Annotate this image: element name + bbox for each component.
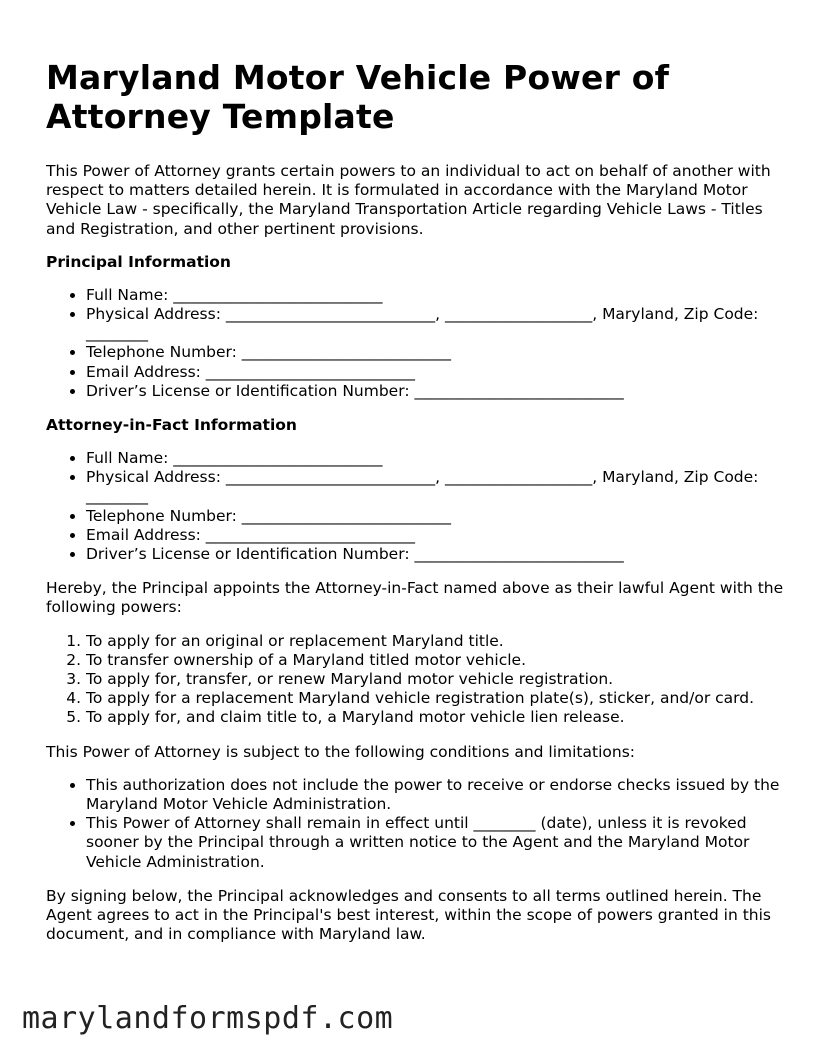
attorney-physical-address: • Physical Address: ___________________________, ___________________, Maryland, Zip Code: ________ xyxy=(86,468,786,506)
document-title: Maryland Motor Vehicle Power of Attorney Template xyxy=(46,58,670,136)
principal-physical-address: • Physical Address: ___________________________, ___________________, Maryland, Zip Code: ________ xyxy=(86,305,786,343)
footer-watermark: marylandformspdf.com xyxy=(22,1001,394,1036)
conditions-intro: This Power of Attorney is subject to the following conditions and limitations: xyxy=(46,742,635,761)
attorney-full-name: • Full Name: ___________________________ xyxy=(86,449,786,468)
conditions-list xyxy=(46,776,786,872)
attorney-license: • Driver’s License or Identification Number: ___________________________ xyxy=(86,545,786,564)
power-item: 1. To apply for an original or replacement Maryland title. xyxy=(86,632,786,651)
principal-heading: Principal Information xyxy=(46,252,231,271)
principal-license: • Driver’s License or Identification Number: ___________________________ xyxy=(86,382,786,401)
attorney-fields-list xyxy=(46,449,786,564)
closing-paragraph: By signing below, the Principal acknowledges and consents to all terms outlined herein. The Agent agrees to act in the Principal's best interest, within the scope of powers granted in this document, and in compliance with Maryland law. xyxy=(46,886,771,944)
document-page xyxy=(46,58,786,959)
appointment-paragraph: Hereby, the Principal appoints the Attorney-in-Fact named above as their lawful Agent with the following powers: xyxy=(46,579,784,617)
power-item: 3. To apply for, transfer, or renew Maryland motor vehicle registration. xyxy=(86,670,786,689)
principal-fields-list xyxy=(46,286,786,401)
principal-email: • Email Address: ___________________________ xyxy=(86,363,786,382)
attorney-heading: Attorney-in-Fact Information xyxy=(46,416,297,435)
attorney-telephone: • Telephone Number: ___________________________ xyxy=(86,507,786,526)
power-item: 5. To apply for, and claim title to, a Maryland motor vehicle lien release. xyxy=(86,708,786,727)
condition-item: • This authorization does not include the power to receive or endorse checks issued by the Maryland Motor Vehicle Administration. xyxy=(86,776,786,814)
power-item: 2. To transfer ownership of a Maryland titled motor vehicle. xyxy=(86,651,786,670)
attorney-email: • Email Address: ___________________________ xyxy=(86,526,786,545)
condition-item: • This Power of Attorney shall remain in effect until ________ (date), unless it is revoked sooner by the Principal through a written notice to the Agent and the Maryland Motor Vehicle Administration. xyxy=(86,814,786,872)
intro-paragraph: This Power of Attorney grants certain powers to an individual to act on behalf of another with respect to matters detailed herein. It is formulated in accordance with the Maryland Motor Vehicle Law - specifically, the Maryland Transportation Article regarding Vehicle Laws - Titles and Registration, and other pertinent provisions. xyxy=(46,162,771,238)
power-item: 4. To apply for a replacement Maryland vehicle registration plate(s), sticker, and/or card. xyxy=(86,689,786,708)
principal-full-name: • Full Name: ___________________________ xyxy=(86,286,786,305)
powers-list xyxy=(46,632,786,728)
principal-telephone: • Telephone Number: ___________________________ xyxy=(86,343,786,362)
